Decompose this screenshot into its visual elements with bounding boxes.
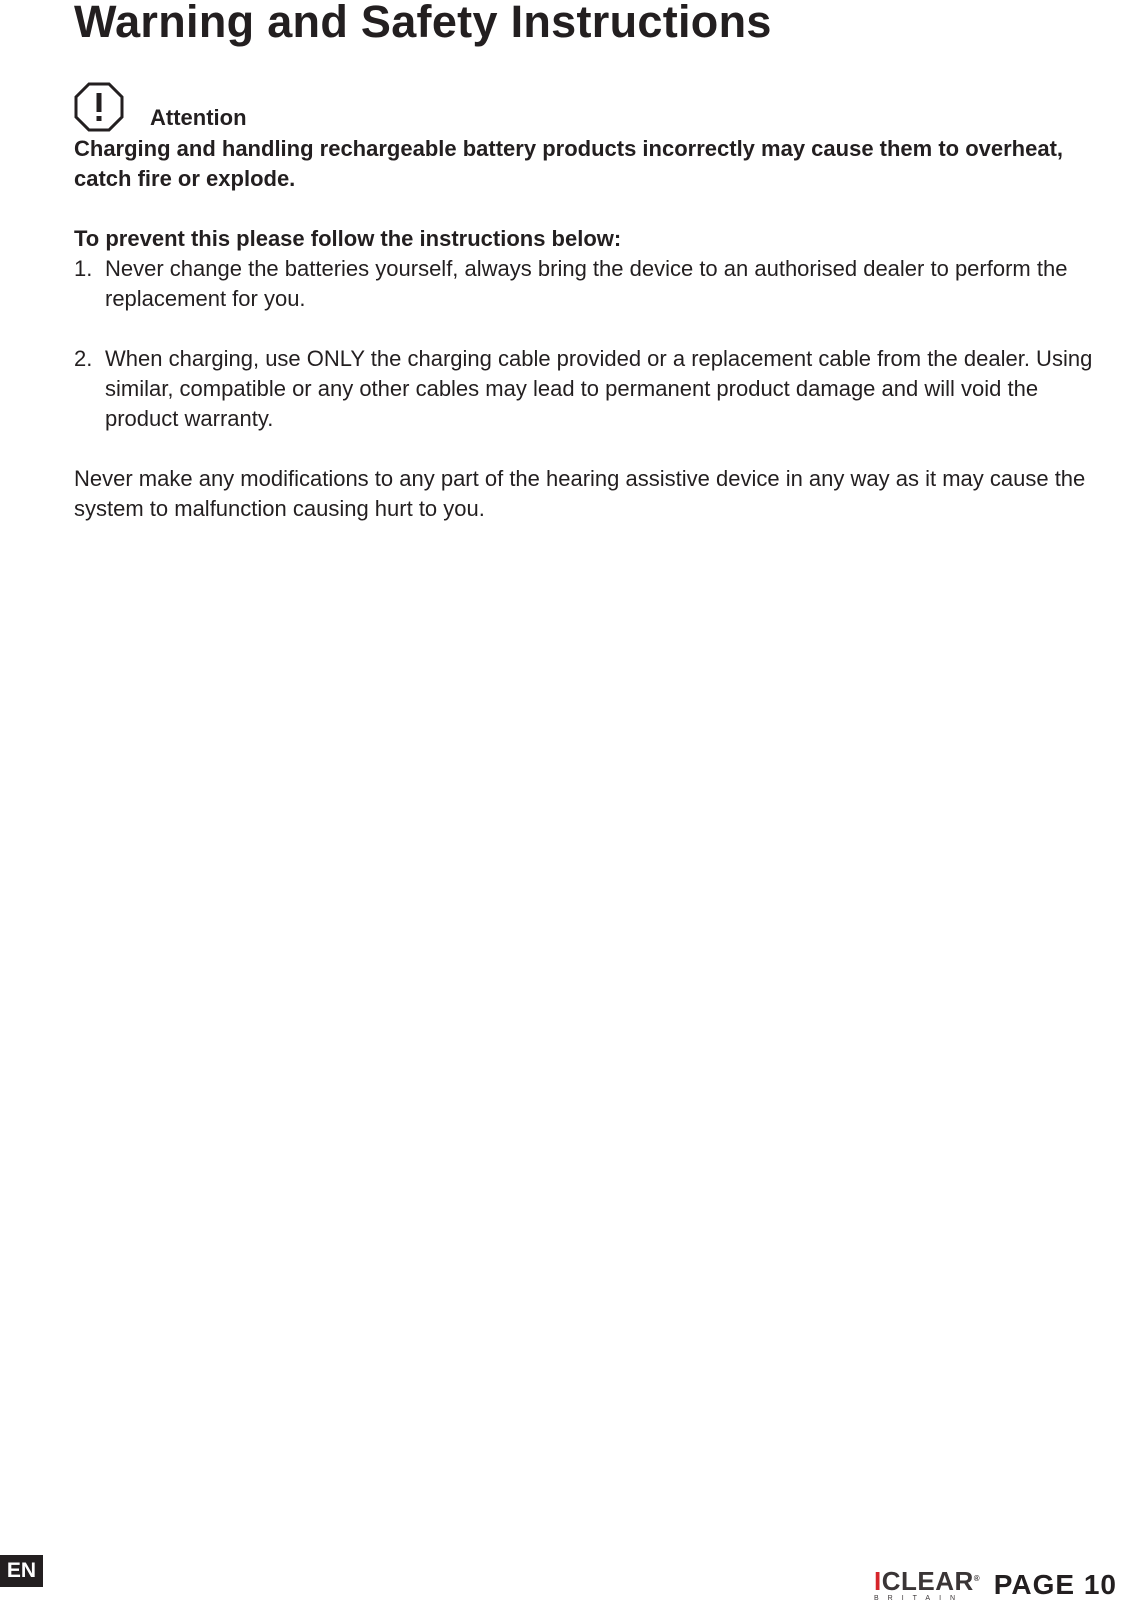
exclamation-octagon-icon <box>74 82 124 132</box>
instructions-heading: To prevent this please follow the instructions below: <box>74 226 622 251</box>
brand-logo <box>874 1567 986 1603</box>
logo-registered-mark: ® <box>973 1574 981 1583</box>
language-badge: EN <box>0 1555 43 1587</box>
logo-initial: I <box>874 1566 882 1596</box>
instructions-list <box>74 254 1094 434</box>
logo-name: CLEAR <box>881 1566 974 1596</box>
list-item-number: 2. <box>74 346 93 371</box>
list-item <box>74 344 1094 434</box>
battery-warning: Charging and handling rechargeable battery products incorrectly may cause them to overheat, catch fire or explode. <box>74 136 1064 191</box>
page-title: Warning and Safety Instructions <box>74 0 772 47</box>
safety-content <box>74 134 1094 524</box>
page-number: PAGE 10 <box>993 1569 1117 1600</box>
list-item-number: 1. <box>74 256 93 281</box>
list-item <box>74 254 1094 314</box>
modification-warning: Never make any modifications to any part of the hearing assistive device in any way as it may cause the system to malfunction causing hurt to you. <box>74 466 1086 521</box>
list-item-text: When charging, use ONLY the charging cable provided or a replacement cable from the dealer. Using similar, compatible or any other cables may lead to permanent product damage and will void the product warranty. <box>105 346 1093 431</box>
logo-tagline: BRITAIN <box>874 1595 965 1602</box>
attention-header <box>74 80 247 132</box>
attention-label: Attention <box>150 105 247 130</box>
list-item-text: Never change the batteries yourself, always bring the device to an authorised dealer to perform the replacement for you. <box>105 256 1068 311</box>
